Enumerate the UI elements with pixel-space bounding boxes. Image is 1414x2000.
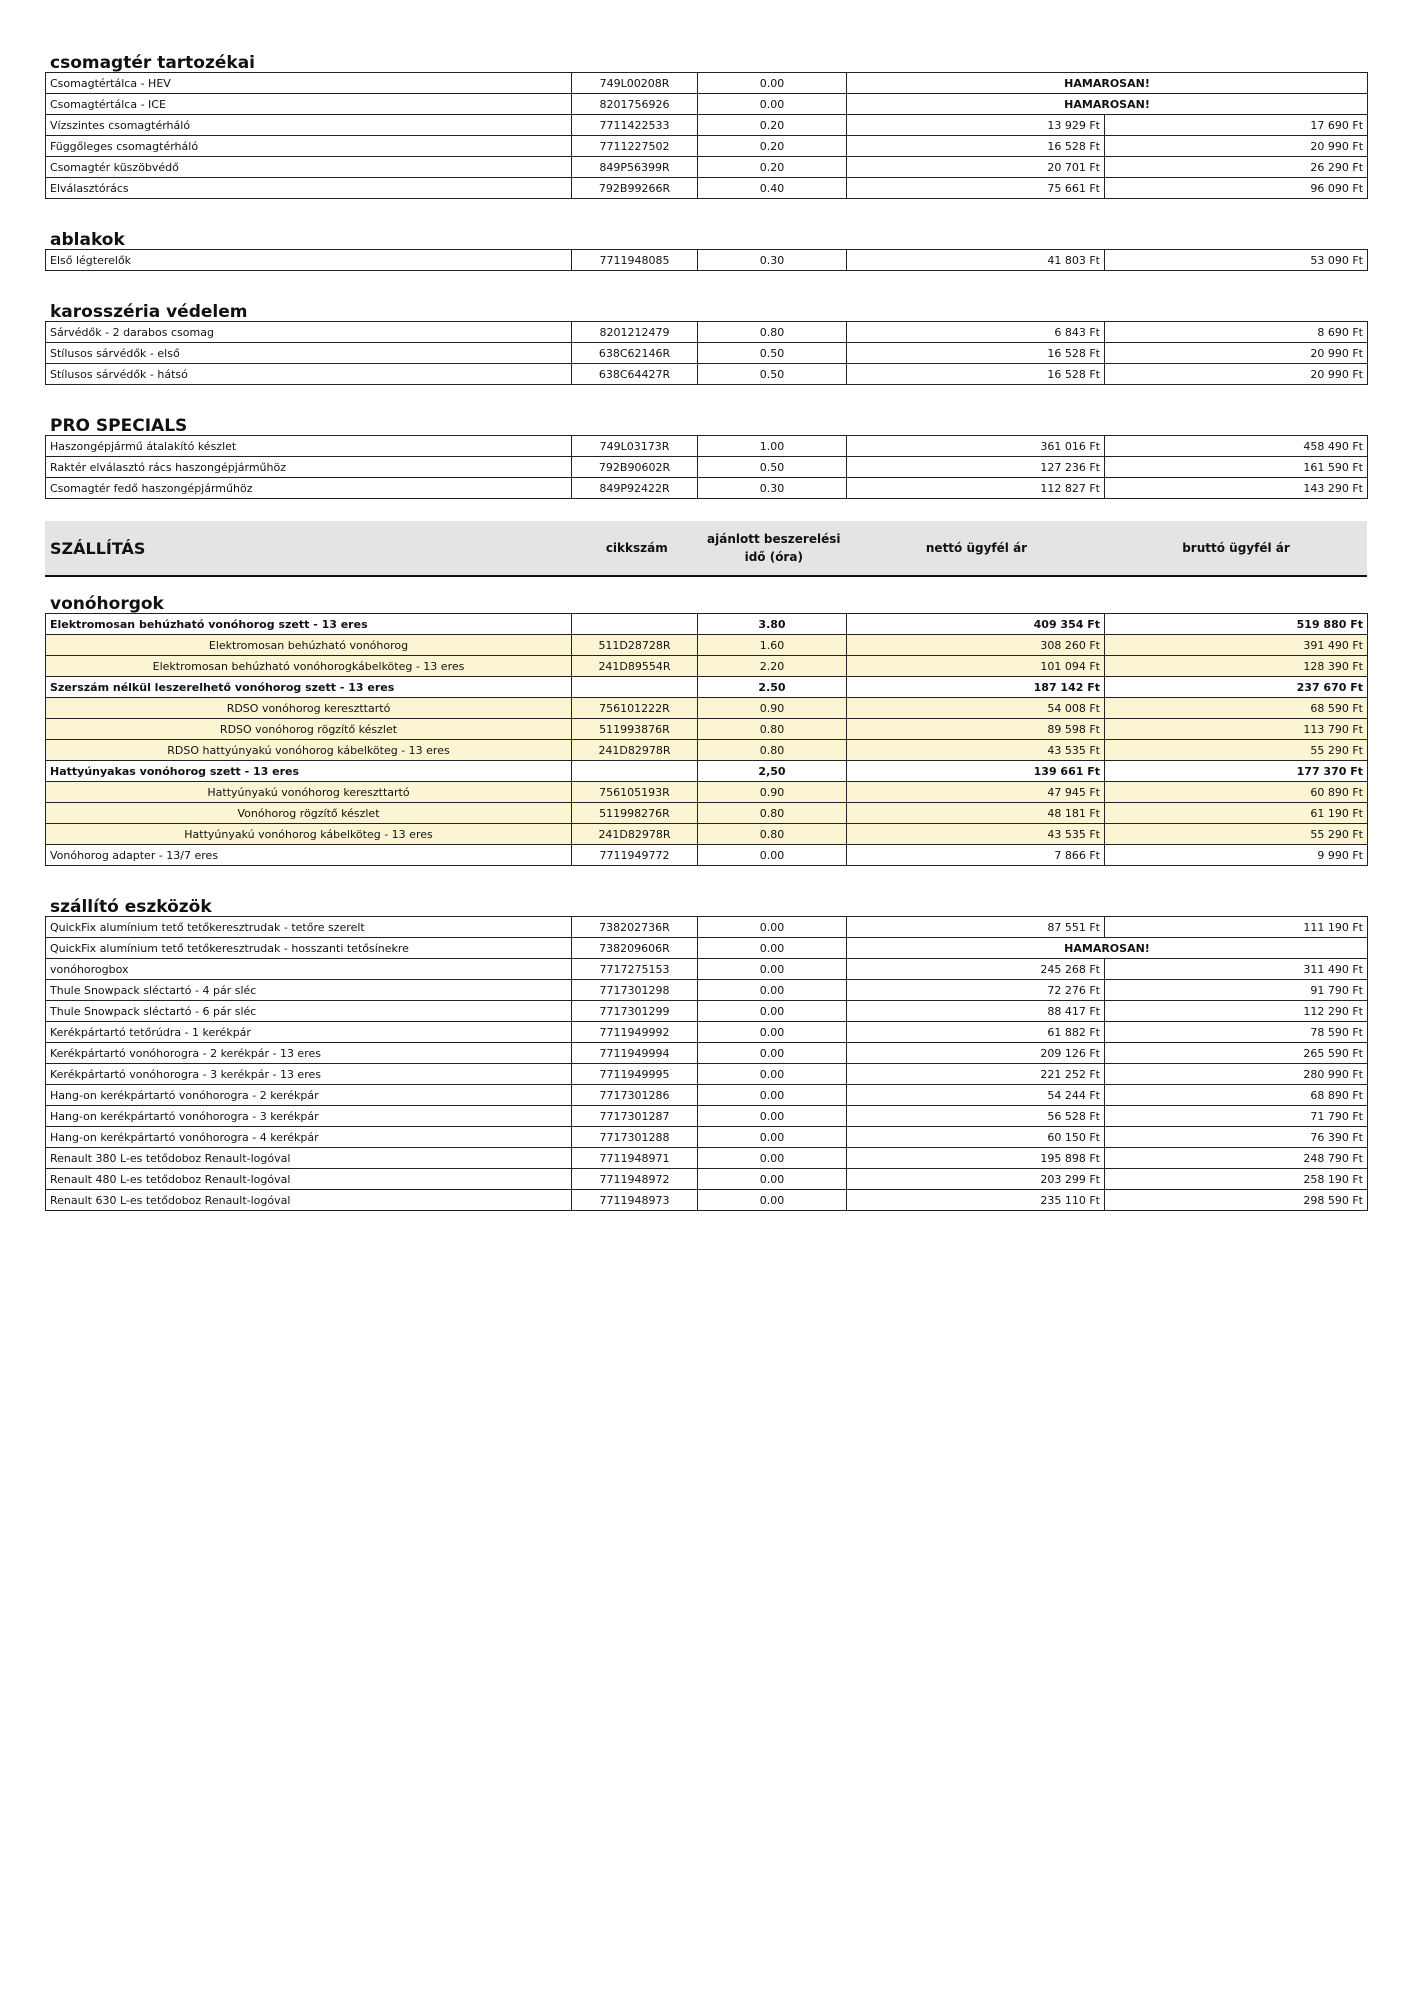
price-table	[45, 435, 1368, 499]
product-name: Sárvédők - 2 darabos csomag	[46, 322, 572, 343]
table-row	[46, 1148, 1368, 1169]
table-row	[46, 782, 1368, 803]
product-name: Vonóhorog adapter - 13/7 eres	[46, 845, 572, 866]
price-list-page	[45, 50, 1367, 1211]
gross-price: 20 990 Ft	[1105, 364, 1368, 385]
net-price: 308 260 Ft	[847, 635, 1105, 656]
table-row	[46, 1127, 1368, 1148]
product-code: 7717301288	[572, 1127, 698, 1148]
net-price: 54 008 Ft	[847, 698, 1105, 719]
gross-price: 17 690 Ft	[1105, 115, 1368, 136]
net-price: 48 181 Ft	[847, 803, 1105, 824]
net-price: 87 551 Ft	[847, 917, 1105, 938]
product-code	[572, 761, 698, 782]
product-code: 7717301298	[572, 980, 698, 1001]
gross-price: 298 590 Ft	[1105, 1190, 1368, 1211]
product-code: 7711949995	[572, 1064, 698, 1085]
net-price: 209 126 Ft	[847, 1043, 1105, 1064]
net-price: 60 150 Ft	[847, 1127, 1105, 1148]
product-code	[572, 614, 698, 635]
product-code: 738202736R	[572, 917, 698, 938]
section-title: ablakok	[50, 230, 125, 250]
gross-price: 61 190 Ft	[1105, 803, 1368, 824]
gross-price: 55 290 Ft	[1105, 824, 1368, 845]
install-time: 0.90	[698, 698, 847, 719]
install-time: 0.00	[698, 959, 847, 980]
product-name: Renault 480 L-es tetődoboz Renault-logóval	[46, 1169, 572, 1190]
product-code: 756105193R	[572, 782, 698, 803]
install-time: 2,50	[698, 761, 847, 782]
net-price: 61 882 Ft	[847, 1022, 1105, 1043]
table-row	[46, 73, 1368, 94]
install-time: 2.50	[698, 677, 847, 698]
table-row	[46, 1190, 1368, 1211]
product-code: 792B99266R	[572, 178, 698, 199]
install-time: 0.80	[698, 322, 847, 343]
table-row	[46, 1085, 1368, 1106]
product-name: Elektromosan behúzható vonóhorog	[46, 635, 572, 656]
product-name: Elektromosan behúzható vonóhorog szett - 13 eres	[46, 614, 572, 635]
table-row	[46, 845, 1368, 866]
gross-price: 8 690 Ft	[1105, 322, 1368, 343]
gross-price: 76 390 Ft	[1105, 1127, 1368, 1148]
table-row	[46, 178, 1368, 199]
net-price: 245 268 Ft	[847, 959, 1105, 980]
availability-note: HAMAROSAN!	[847, 938, 1368, 959]
code-column-label: cikkszám	[605, 541, 668, 555]
net-price: 195 898 Ft	[847, 1148, 1105, 1169]
product-code: 7717301299	[572, 1001, 698, 1022]
product-name: Thule Snowpack sléctartó - 6 pár sléc	[46, 1001, 572, 1022]
product-name: Hattyúnyakú vonóhorog kereszttartó	[46, 782, 572, 803]
gross-price: 60 890 Ft	[1105, 782, 1368, 803]
availability-note: HAMAROSAN!	[847, 73, 1368, 94]
gross-price: 311 490 Ft	[1105, 959, 1368, 980]
install-time: 0.00	[698, 1106, 847, 1127]
net-price: 13 929 Ft	[847, 115, 1105, 136]
gross-price: 9 990 Ft	[1105, 845, 1368, 866]
product-name: Csomagtér küszöbvédő	[46, 157, 572, 178]
product-code: 749L00208R	[572, 73, 698, 94]
product-code: 7717301286	[572, 1085, 698, 1106]
product-code: 849P56399R	[572, 157, 698, 178]
product-name: QuickFix alumínium tető tetőkeresztrudak - hosszanti tetősínekre	[46, 938, 572, 959]
install-time: 0.40	[698, 178, 847, 199]
product-name: Vonóhorog rögzítő készlet	[46, 803, 572, 824]
table-row	[46, 635, 1368, 656]
product-code: 511998276R	[572, 803, 698, 824]
product-code: 7711948971	[572, 1148, 698, 1169]
product-name: Thule Snowpack sléctartó - 4 pár sléc	[46, 980, 572, 1001]
net-price: 235 110 Ft	[847, 1190, 1105, 1211]
product-code: 638C62146R	[572, 343, 698, 364]
table-row	[46, 1169, 1368, 1190]
net-price: 203 299 Ft	[847, 1169, 1105, 1190]
gross-price-column-label: bruttó ügyfél ár	[1182, 541, 1290, 555]
gross-price: 20 990 Ft	[1105, 343, 1368, 364]
table-row	[46, 322, 1368, 343]
install-time-column-label	[700, 530, 848, 566]
install-time: 0.20	[698, 157, 847, 178]
gross-price: 91 790 Ft	[1105, 980, 1368, 1001]
install-time: 3.80	[698, 614, 847, 635]
product-code: 638C64427R	[572, 364, 698, 385]
net-price: 6 843 Ft	[847, 322, 1105, 343]
install-time: 0.80	[698, 824, 847, 845]
install-time: 0.00	[698, 1064, 847, 1085]
price-table	[45, 249, 1368, 271]
gross-price: 68 590 Ft	[1105, 698, 1368, 719]
net-price: 72 276 Ft	[847, 980, 1105, 1001]
install-time: 0.30	[698, 250, 847, 271]
install-time: 2.20	[698, 656, 847, 677]
table-row	[46, 478, 1368, 499]
price-table	[45, 916, 1368, 1211]
install-time: 0.00	[698, 1022, 847, 1043]
table-row	[46, 1043, 1368, 1064]
net-price: 43 535 Ft	[847, 824, 1105, 845]
product-name: Szerszám nélkül leszerelhető vonóhorog szett - 13 eres	[46, 677, 572, 698]
table-row	[46, 719, 1368, 740]
product-name: Hattyúnyakú vonóhorog kábelköteg - 13 eres	[46, 824, 572, 845]
gross-price: 161 590 Ft	[1105, 457, 1368, 478]
product-name: vonóhorogbox	[46, 959, 572, 980]
install-time: 0.00	[698, 73, 847, 94]
table-row	[46, 1106, 1368, 1127]
install-time: 0.20	[698, 115, 847, 136]
gross-price: 71 790 Ft	[1105, 1106, 1368, 1127]
install-time: 0.30	[698, 478, 847, 499]
table-row	[46, 761, 1368, 782]
net-price: 41 803 Ft	[847, 250, 1105, 271]
table-row	[46, 740, 1368, 761]
product-name: RDSO vonóhorog kereszttartó	[46, 698, 572, 719]
product-name: Kerékpártartó vonóhorogra - 2 kerékpár - 13 eres	[46, 1043, 572, 1064]
net-price: 75 661 Ft	[847, 178, 1105, 199]
table-row	[46, 677, 1368, 698]
net-price: 88 417 Ft	[847, 1001, 1105, 1022]
section-title: vonóhorgok	[50, 594, 164, 614]
product-name: RDSO hattyúnyakú vonóhorog kábelköteg - 13 eres	[46, 740, 572, 761]
product-code: 7711227502	[572, 136, 698, 157]
net-price: 101 094 Ft	[847, 656, 1105, 677]
install-time-label-line2: idő (óra)	[744, 550, 803, 564]
product-name: Függőleges csomagtérháló	[46, 136, 572, 157]
gross-price: 258 190 Ft	[1105, 1169, 1368, 1190]
product-code: 849P92422R	[572, 478, 698, 499]
table-row	[46, 136, 1368, 157]
net-price: 361 016 Ft	[847, 436, 1105, 457]
table-row	[46, 364, 1368, 385]
net-price-column-label: nettó ügyfél ár	[925, 541, 1028, 555]
product-name: Csomagtértálca - ICE	[46, 94, 572, 115]
table-row	[46, 656, 1368, 677]
install-time: 0.00	[698, 917, 847, 938]
gross-price: 78 590 Ft	[1105, 1022, 1368, 1043]
net-price: 47 945 Ft	[847, 782, 1105, 803]
product-name: Stílusos sárvédők - hátsó	[46, 364, 572, 385]
gross-price: 20 990 Ft	[1105, 136, 1368, 157]
product-code: 7717301287	[572, 1106, 698, 1127]
install-time: 0.00	[698, 94, 847, 115]
install-time: 0.00	[698, 980, 847, 1001]
section-title: csomagtér tartozékai	[50, 53, 256, 73]
gross-price: 53 090 Ft	[1105, 250, 1368, 271]
product-code: 241D89554R	[572, 656, 698, 677]
gross-price: 26 290 Ft	[1105, 157, 1368, 178]
price-table	[45, 321, 1368, 385]
product-name: Elektromosan behúzható vonóhorogkábelköteg - 13 eres	[46, 656, 572, 677]
table-row	[46, 343, 1368, 364]
product-code: 7711949992	[572, 1022, 698, 1043]
product-name: Elválasztórács	[46, 178, 572, 199]
install-time: 0.20	[698, 136, 847, 157]
install-time: 0.00	[698, 845, 847, 866]
gross-price: 113 790 Ft	[1105, 719, 1368, 740]
table-row	[46, 94, 1368, 115]
product-code	[572, 677, 698, 698]
price-table	[45, 72, 1368, 199]
gross-price: 519 880 Ft	[1105, 614, 1368, 635]
product-code: 749L03173R	[572, 436, 698, 457]
net-price: 139 661 Ft	[847, 761, 1105, 782]
table-row	[46, 698, 1368, 719]
net-price: 127 236 Ft	[847, 457, 1105, 478]
product-name: Vízszintes csomagtérháló	[46, 115, 572, 136]
product-name: Hang-on kerékpártartó vonóhorogra - 2 kerékpár	[46, 1085, 572, 1106]
table-row	[46, 824, 1368, 845]
table-row	[46, 1064, 1368, 1085]
product-code: 241D82978R	[572, 824, 698, 845]
product-code: 7711422533	[572, 115, 698, 136]
product-name: Raktér elválasztó rács haszongépjárműhöz	[46, 457, 572, 478]
section-title: PRO SPECIALS	[50, 416, 188, 436]
product-code: 7711949772	[572, 845, 698, 866]
table-row	[46, 250, 1368, 271]
bottom-sections	[45, 577, 1367, 1211]
gross-price: 143 290 Ft	[1105, 478, 1368, 499]
gross-price: 265 590 Ft	[1105, 1043, 1368, 1064]
section-title: karosszéria védelem	[50, 302, 248, 322]
net-price: 112 827 Ft	[847, 478, 1105, 499]
install-time: 0.00	[698, 1001, 847, 1022]
product-name: Hang-on kerékpártartó vonóhorogra - 3 kerékpár	[46, 1106, 572, 1127]
product-name: Kerékpártartó tetőrúdra - 1 kerékpár	[46, 1022, 572, 1043]
gross-price: 177 370 Ft	[1105, 761, 1368, 782]
install-time: 0.00	[698, 1169, 847, 1190]
install-time: 0.50	[698, 457, 847, 478]
product-code: 511993876R	[572, 719, 698, 740]
gross-price: 128 390 Ft	[1105, 656, 1368, 677]
product-code: 8201212479	[572, 322, 698, 343]
net-price: 7 866 Ft	[847, 845, 1105, 866]
net-price: 409 354 Ft	[847, 614, 1105, 635]
section-title: szállító eszközök	[50, 897, 212, 917]
product-code: 792B90602R	[572, 457, 698, 478]
net-price: 16 528 Ft	[847, 136, 1105, 157]
install-time: 0.00	[698, 1148, 847, 1169]
gross-price: 391 490 Ft	[1105, 635, 1368, 656]
table-row	[46, 614, 1368, 635]
gross-price: 458 490 Ft	[1105, 436, 1368, 457]
table-row	[46, 938, 1368, 959]
net-price: 54 244 Ft	[847, 1085, 1105, 1106]
table-row	[46, 980, 1368, 1001]
table-row	[46, 157, 1368, 178]
product-code: 241D82978R	[572, 740, 698, 761]
install-time: 0.00	[698, 1190, 847, 1211]
product-name: RDSO vonóhorog rögzítő készlet	[46, 719, 572, 740]
net-price: 187 142 Ft	[847, 677, 1105, 698]
product-name: Hang-on kerékpártartó vonóhorogra - 4 kerékpár	[46, 1127, 572, 1148]
gross-price: 68 890 Ft	[1105, 1085, 1368, 1106]
install-time: 0.90	[698, 782, 847, 803]
install-time-label-line1: ajánlott beszerelési	[707, 532, 841, 546]
net-price: 20 701 Ft	[847, 157, 1105, 178]
product-code: 7717275153	[572, 959, 698, 980]
install-time: 0.00	[698, 1127, 847, 1148]
top-sections	[45, 50, 1367, 499]
install-time: 0.80	[698, 719, 847, 740]
gross-price: 280 990 Ft	[1105, 1064, 1368, 1085]
install-time: 0.50	[698, 364, 847, 385]
product-name: Hattyúnyakas vonóhorog szett - 13 eres	[46, 761, 572, 782]
table-row	[46, 1022, 1368, 1043]
net-price: 221 252 Ft	[847, 1064, 1105, 1085]
product-name: QuickFix alumínium tető tetőkeresztrudak - tetőre szerelt	[46, 917, 572, 938]
product-name: Kerékpártartó vonóhorogra - 3 kerékpár - 13 eres	[46, 1064, 572, 1085]
gross-price: 237 670 Ft	[1105, 677, 1368, 698]
price-table	[45, 613, 1368, 866]
product-name: Csomagtértálca - HEV	[46, 73, 572, 94]
table-row	[46, 803, 1368, 824]
install-time: 0.00	[698, 938, 847, 959]
product-name: Csomagtér fedő haszongépjárműhöz	[46, 478, 572, 499]
net-price: 16 528 Ft	[847, 364, 1105, 385]
table-row	[46, 115, 1368, 136]
product-name: Stílusos sárvédők - első	[46, 343, 572, 364]
gross-price: 112 290 Ft	[1105, 1001, 1368, 1022]
table-row	[46, 1001, 1368, 1022]
product-name: Renault 630 L-es tetődoboz Renault-logóval	[46, 1190, 572, 1211]
product-code: 7711948085	[572, 250, 698, 271]
product-code: 7711949994	[572, 1043, 698, 1064]
net-price: 16 528 Ft	[847, 343, 1105, 364]
shipping-title: SZÁLLÍTÁS	[50, 538, 146, 558]
availability-note: HAMAROSAN!	[847, 94, 1368, 115]
net-price: 56 528 Ft	[847, 1106, 1105, 1127]
product-code: 7711948973	[572, 1190, 698, 1211]
product-code: 511D28728R	[572, 635, 698, 656]
net-price: 43 535 Ft	[847, 740, 1105, 761]
table-row	[46, 436, 1368, 457]
product-name: Haszongépjármű átalakító készlet	[46, 436, 572, 457]
install-time: 1.60	[698, 635, 847, 656]
table-row	[46, 457, 1368, 478]
install-time: 0.00	[698, 1043, 847, 1064]
gross-price: 111 190 Ft	[1105, 917, 1368, 938]
gross-price: 248 790 Ft	[1105, 1148, 1368, 1169]
install-time: 0.80	[698, 803, 847, 824]
install-time: 1.00	[698, 436, 847, 457]
product-name: Renault 380 L-es tetődoboz Renault-logóval	[46, 1148, 572, 1169]
install-time: 0.80	[698, 740, 847, 761]
product-code: 8201756926	[572, 94, 698, 115]
product-code: 756101222R	[572, 698, 698, 719]
product-name: Első légterelők	[46, 250, 572, 271]
table-row	[46, 917, 1368, 938]
product-code: 738209606R	[572, 938, 698, 959]
gross-price: 96 090 Ft	[1105, 178, 1368, 199]
table-row	[46, 959, 1368, 980]
install-time: 0.50	[698, 343, 847, 364]
install-time: 0.00	[698, 1085, 847, 1106]
gross-price: 55 290 Ft	[1105, 740, 1368, 761]
net-price: 89 598 Ft	[847, 719, 1105, 740]
product-code: 7711948972	[572, 1169, 698, 1190]
shipping-header	[45, 521, 1367, 577]
